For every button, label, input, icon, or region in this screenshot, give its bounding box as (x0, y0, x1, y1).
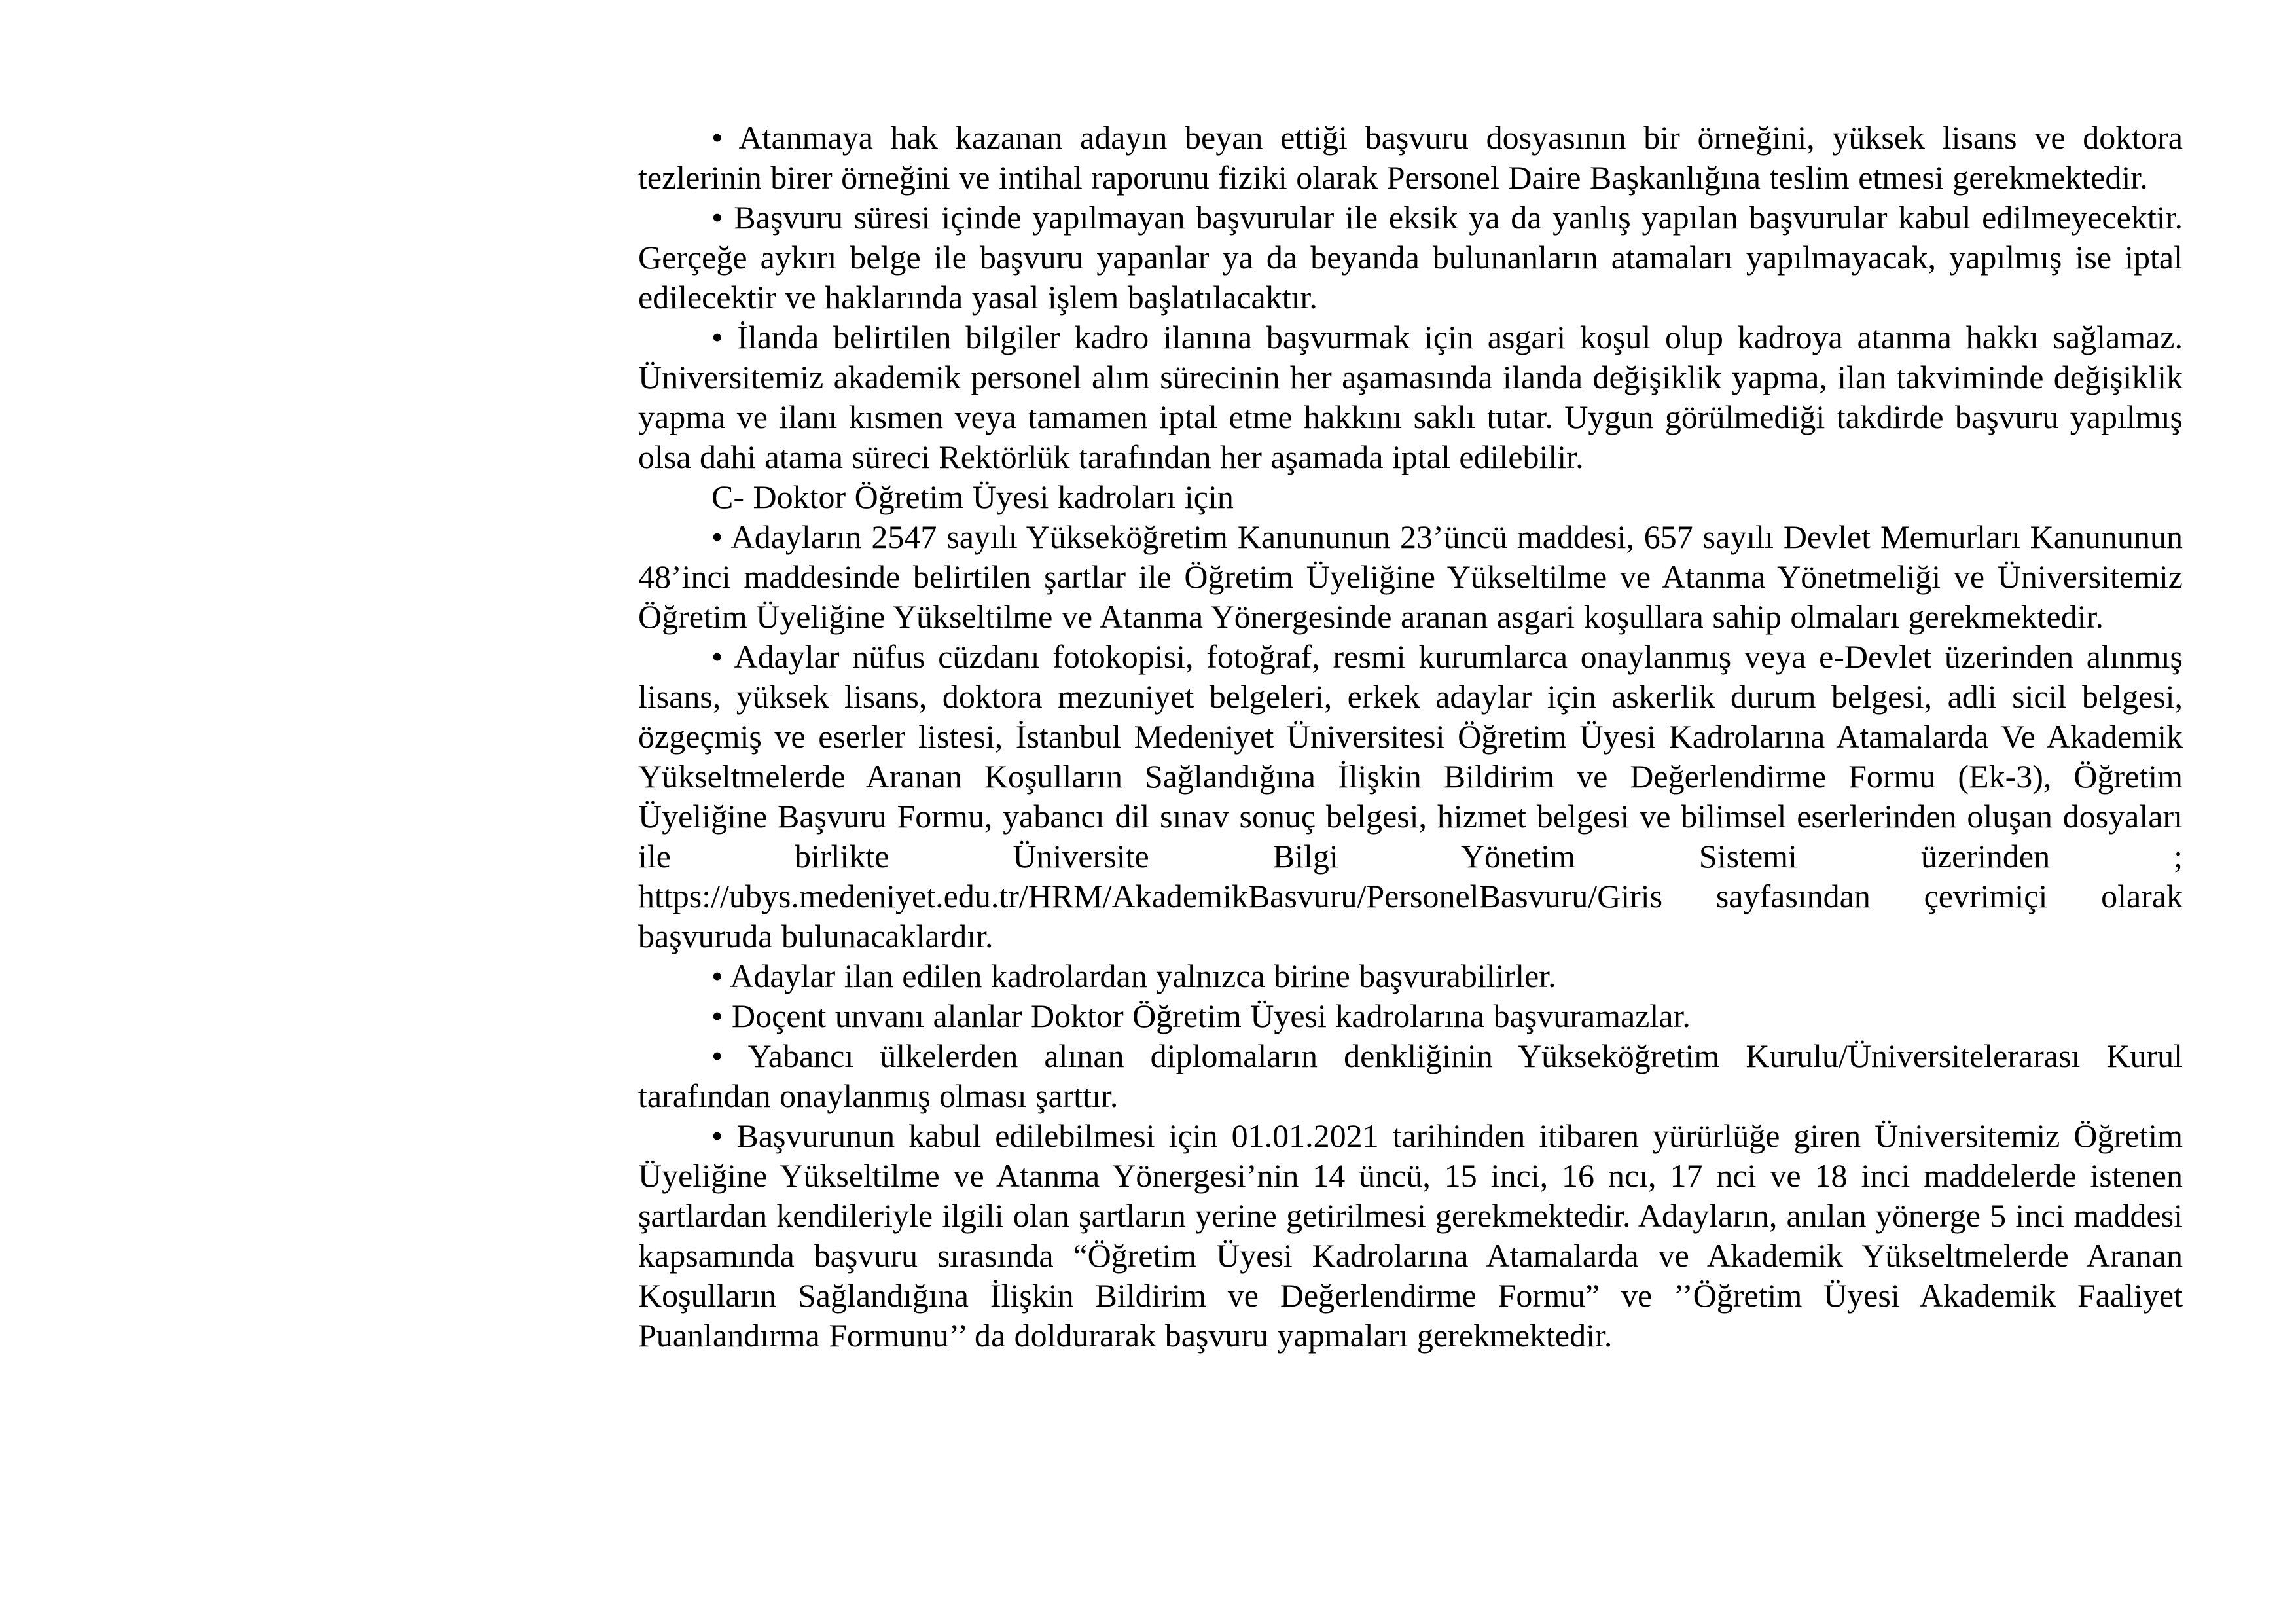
bullet-paragraph-yonerge-articles-and-forms: • Başvurunun kabul edilebilmesi için 01.01.2021 tarihinden itibaren yürürlüğe giren Üniversitemiz Öğretim Üyeliğine Yükseltilme ve Atanma Yönergesi’nin 14 üncü, 15 inci, 16 ncı, 17 nci ve 18 inci maddelerde istenen şartlardan kendileriyle ilgili olan şartların yerine getirilmesi gerekmektedir. Adayların, anılan yönerge 5 inci maddesi kapsamında başvuru sırasında “Öğretim Üyesi Kadrolarına Atamalarda ve Akademik Yükseltmelerde Aranan Koşulların Sağlandığına İlişkin Bildirim ve Değerlendirme Formu” ve ’’Öğretim Üyesi Akademik Faaliyet Puanlandırma Formunu’’ da doldurarak başvuru yapmaları gerekmektedir. (638, 1117, 2183, 1354)
section-heading-doktor-ogretim-uyesi: C- Doktor Öğretim Üyesi kadroları için (711, 478, 1234, 515)
bullet-paragraph-required-documents-and-online-application: • Adaylar nüfus cüzdanı fotokopisi, fotoğraf, resmi kurumlarca onaylanmış veya e-Devlet üzerinden alınmış lisans, yüksek lisans, doktora mezuniyet belgeleri, erkek adaylar için askerlik durum belgesi, adli sicil belgesi, özgeçmiş ve eserler listesi, İstanbul Medeniyet Üniversitesi Öğretim Üyesi Kadrolarına Atamalarda Ve Akademik Yükseltmelerde Aranan Koşulların Sağlandığına İlişkin Bildirim ve Değerlendirme Formu (Ek-3), Öğretim Üyeliğine Başvuru Formu, yabancı dil sınav sonuç belgesi, hizmet belgesi ve bilimsel eserlerinden oluşan dosyaları ile birlikte Üniversite Bilgi Yönetim Sistemi üzerinden ; https://ubys.medeniyet.edu.tr/HRM/AkademikBasvuru/PersonelBasvuru/Giris sayfasından çevrimiçi olarak başvuruda bulunacaklardır. (638, 638, 2183, 954)
bullet-paragraph-single-position-rule: • Adaylar ilan edilen kadrolardan yalnızca birine başvurabilirler. (711, 958, 1556, 994)
bullet-paragraph-minimum-conditions-disclaimer: • İlanda belirtilen bilgiler kadro ilanına başvurmak için asgari koşul olup kadroya atanma hakkı sağlamaz. Üniversitemiz akademik personel alım sürecinin her aşamasında ilanda değişiklik yapma, ilan takviminde değişiklik yapma ve ilanı kısmen veya tamamen iptal etme hakkını saklı tutar. Uygun görülmediği takdirde başvuru yapılmış olsa dahi atama süreci Rektörlük tarafından her aşamada iptal edilebilir. (638, 319, 2183, 475)
bullet-paragraph-application-file-delivery: • Atanmaya hak kazanan adayın beyan ettiği başvuru dosyasının bir örneğini, yüksek lisans ve doktora tezlerinin birer örneğini ve intihal raporunu fiziki olarak Personel Daire Başkanlığına teslim etmesi gerekmektedir. (638, 119, 2183, 196)
bullet-paragraph-late-or-incorrect-applications: • Başvuru süresi içinde yapılmayan başvurular ile eksik ya da yanlış yapılan başvurular kabul edilmeyecektir. Gerçeğe aykırı belge ile başvuru yapanlar ya da beyanda bulunanların atamaları yapılmayacak, yapılmış ise iptal edilecektir ve haklarında yasal işlem başlatılacaktır. (638, 199, 2183, 316)
bullet-paragraph-legal-requirements: • Adayların 2547 sayılı Yükseköğretim Kanununun 23’üncü maddesi, 657 sayılı Devlet Memurları Kanununun 48’inci maddesinde belirtilen şartlar ile Öğretim Üyeliğine Yükseltilme ve Atanma Yönetmeliği ve Üniversitemiz Öğretim Üyeliğine Yükseltilme ve Atanma Yönergesinde aranan asgari koşullara sahip olmaları gerekmektedir. (638, 518, 2183, 635)
announcement-text-block (638, 118, 2183, 1356)
bullet-paragraph-docent-restriction: • Doçent unvanı alanlar Doktor Öğretim Üyesi kadrolarına başvuramazlar. (711, 998, 1691, 1034)
bullet-paragraph-foreign-diploma-equivalence: • Yabancı ülkelerden alınan diplomaların denkliğinin Yükseköğretim Kurulu/Üniversitelerarası Kurul tarafından onaylanmış olması şarttır. (638, 1038, 2183, 1114)
